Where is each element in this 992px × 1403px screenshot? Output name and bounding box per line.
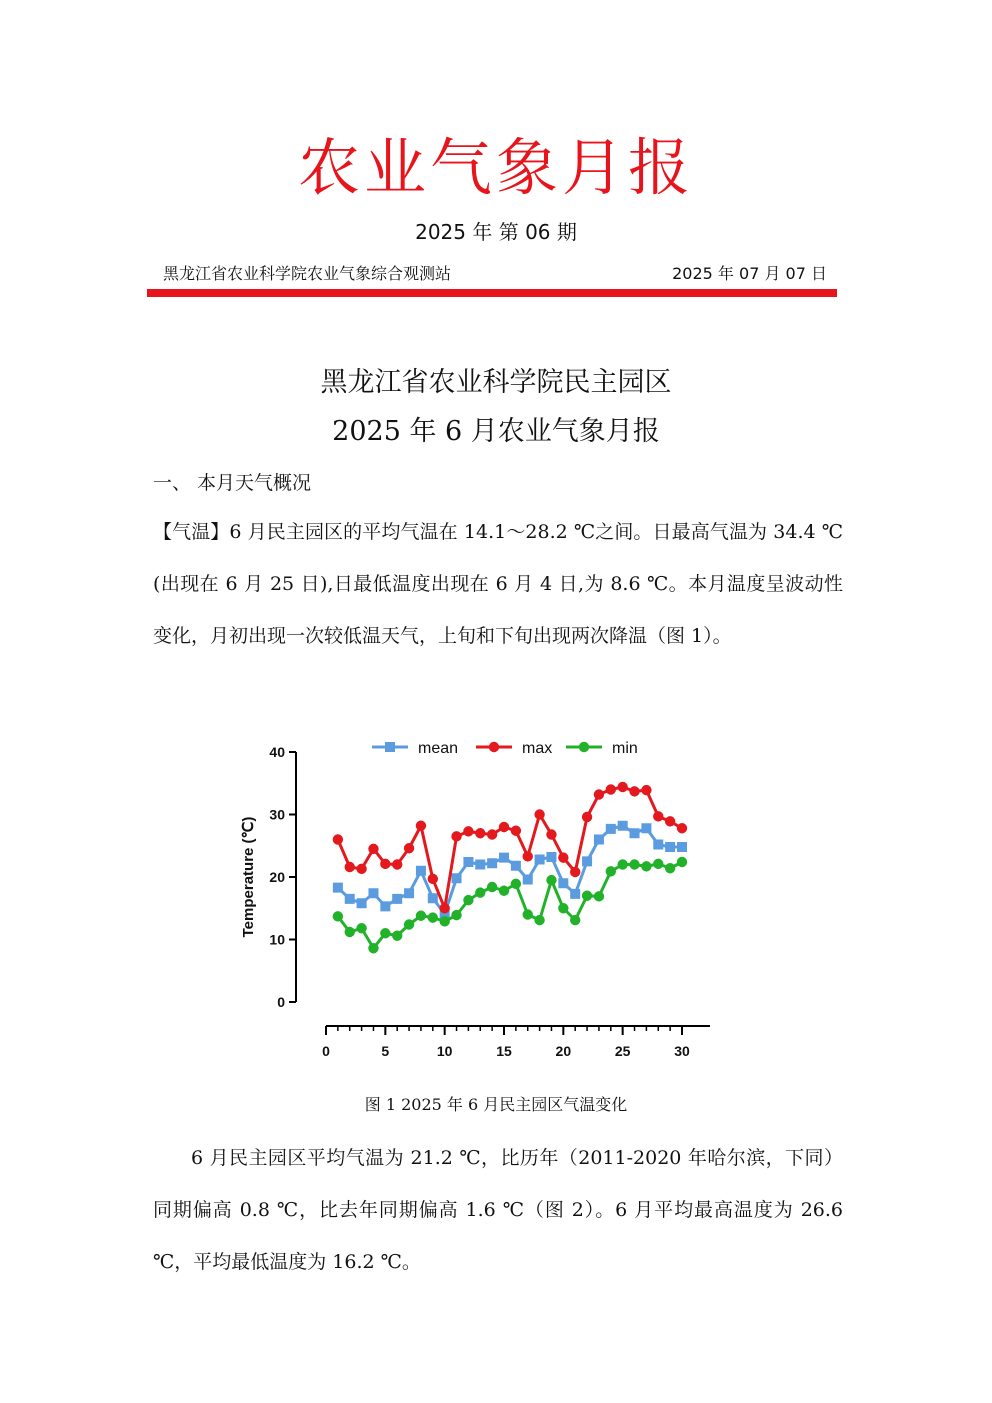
point-max	[392, 859, 402, 869]
point-max	[439, 903, 449, 913]
point-max	[523, 851, 533, 861]
y-tick-label: 0	[277, 994, 285, 1010]
legend-label-max: max	[522, 740, 553, 757]
point-max	[451, 831, 461, 841]
point-min	[511, 879, 521, 889]
point-mean	[511, 861, 521, 871]
mean-temperature-paragraph: 6 月民主园区平均气温为 21.2 ℃，比历年（2011-2020 年哈尔滨，下同）同期偏高 0.8 ℃，比去年同期偏高 1.6 ℃（图 2）。6 月平均最高温度为 26.6 ℃，平均最低温度为 16.2 ℃。	[153, 1147, 843, 1273]
x-tick-label: 0	[322, 1043, 330, 1059]
figure-caption: 图 1 2025 年 6 月民主园区气温变化	[364, 1095, 628, 1114]
point-mean	[416, 866, 426, 876]
legend-marker-mean	[385, 742, 395, 752]
point-mean	[594, 835, 604, 845]
point-mean	[618, 821, 628, 831]
point-min	[606, 866, 616, 876]
point-min	[617, 859, 627, 869]
point-min	[404, 919, 414, 929]
point-min	[629, 859, 639, 869]
point-min	[487, 882, 497, 892]
point-mean	[368, 888, 378, 898]
point-min	[558, 903, 568, 913]
point-mean	[452, 873, 462, 883]
point-mean	[404, 888, 414, 898]
point-max	[677, 823, 687, 833]
point-min	[499, 886, 509, 896]
point-min	[333, 911, 343, 921]
header-divider	[147, 289, 837, 297]
legend-label-mean: mean	[418, 740, 459, 757]
point-max	[570, 867, 580, 877]
series-line-mean	[338, 826, 682, 914]
point-min	[534, 915, 544, 925]
point-mean	[677, 842, 687, 852]
point-max	[487, 829, 497, 839]
temperature-chart	[222, 716, 770, 1074]
point-min	[428, 912, 438, 922]
point-mean	[582, 856, 592, 866]
publish-date: 2025 年 07 月 07 日	[672, 264, 827, 283]
point-max	[594, 789, 604, 799]
point-mean	[333, 883, 343, 893]
legend-marker-min	[579, 742, 589, 752]
point-mean	[380, 901, 390, 911]
point-mean	[558, 878, 568, 888]
point-mean	[535, 855, 545, 865]
publisher-name: 黑龙江省农业科学院农业气象综合观测站	[163, 264, 452, 283]
x-tick-label: 15	[496, 1043, 512, 1059]
report-title-line1: 黑龙江省农业科学院民主园区	[320, 367, 672, 398]
masthead-title: 农业气象月报	[297, 131, 694, 204]
point-mean	[463, 857, 473, 867]
point-max	[629, 786, 639, 796]
point-max	[534, 809, 544, 819]
point-max	[356, 864, 366, 874]
point-max	[499, 822, 509, 832]
point-mean	[475, 860, 485, 870]
issue-number: 2025 年 第 06 期	[415, 220, 577, 244]
legend-marker-max	[489, 742, 499, 752]
point-max	[475, 828, 485, 838]
point-max	[606, 784, 616, 794]
point-mean	[499, 853, 509, 863]
point-min	[475, 887, 485, 897]
point-mean	[630, 828, 640, 838]
temperature-paragraph: 【气温】6 月民主园区的平均气温在 14.1～28.2 ℃之间。日最高气温为 34.4 ℃(出现在 6 月 25 日),日最低温度出现在 6 月 4 日,为 8.6 ℃。本月温度呈波动性变化，月初出现一次较低温天气，上旬和下旬出现两次降温（图 1）。	[153, 521, 843, 647]
point-mean	[345, 894, 355, 904]
point-min	[523, 909, 533, 919]
point-max	[333, 834, 343, 844]
point-max	[558, 852, 568, 862]
point-mean	[653, 840, 663, 850]
section-heading: 一、 本月天气概况	[153, 472, 312, 494]
point-min	[451, 910, 461, 920]
x-tick-label: 20	[555, 1043, 572, 1059]
y-tick-label: 40	[269, 744, 285, 760]
point-min	[439, 916, 449, 926]
point-max	[463, 826, 473, 836]
point-min	[677, 857, 687, 867]
y-tick-label: 30	[269, 806, 285, 823]
report-title-line2: 2025 年 6 月农业气象月报	[332, 416, 660, 447]
point-min	[345, 927, 355, 937]
point-mean	[546, 852, 556, 862]
point-mean	[665, 842, 675, 852]
point-min	[463, 895, 473, 905]
point-min	[594, 891, 604, 901]
point-max	[653, 811, 663, 821]
point-min	[392, 931, 402, 941]
x-tick-label: 25	[614, 1043, 631, 1059]
point-mean	[523, 875, 533, 885]
point-max	[416, 821, 426, 831]
point-min	[416, 911, 426, 921]
y-tick-label: 10	[269, 931, 285, 948]
point-min	[380, 928, 390, 938]
x-tick-label: 5	[381, 1043, 390, 1059]
legend-label-min: min	[612, 740, 638, 757]
point-mean	[392, 894, 402, 904]
point-min	[368, 943, 378, 953]
point-max	[546, 829, 556, 839]
point-max	[511, 826, 521, 836]
x-tick-label: 10	[436, 1043, 453, 1059]
point-mean	[487, 858, 497, 868]
series-line-max	[338, 787, 682, 908]
y-tick-label: 20	[269, 869, 285, 885]
point-min	[582, 891, 592, 901]
point-max	[404, 843, 414, 853]
point-max	[582, 812, 592, 822]
point-max	[345, 862, 355, 872]
point-max	[665, 816, 675, 826]
point-mean	[428, 893, 438, 903]
point-min	[356, 923, 366, 933]
x-tick-label: 30	[674, 1043, 690, 1059]
point-min	[570, 915, 580, 925]
point-max	[641, 785, 651, 795]
point-mean	[606, 824, 616, 834]
point-max	[368, 844, 378, 854]
point-min	[546, 875, 556, 885]
y-axis-label: Temperature (℃)	[240, 816, 257, 938]
point-mean	[641, 823, 651, 833]
point-max	[617, 782, 627, 792]
point-max	[380, 859, 390, 869]
temperature-chart-svg	[222, 716, 770, 1074]
point-min	[641, 861, 651, 871]
point-mean	[570, 889, 580, 899]
point-mean	[357, 898, 367, 908]
point-min	[665, 863, 675, 873]
point-max	[428, 874, 438, 884]
point-min	[653, 859, 663, 869]
